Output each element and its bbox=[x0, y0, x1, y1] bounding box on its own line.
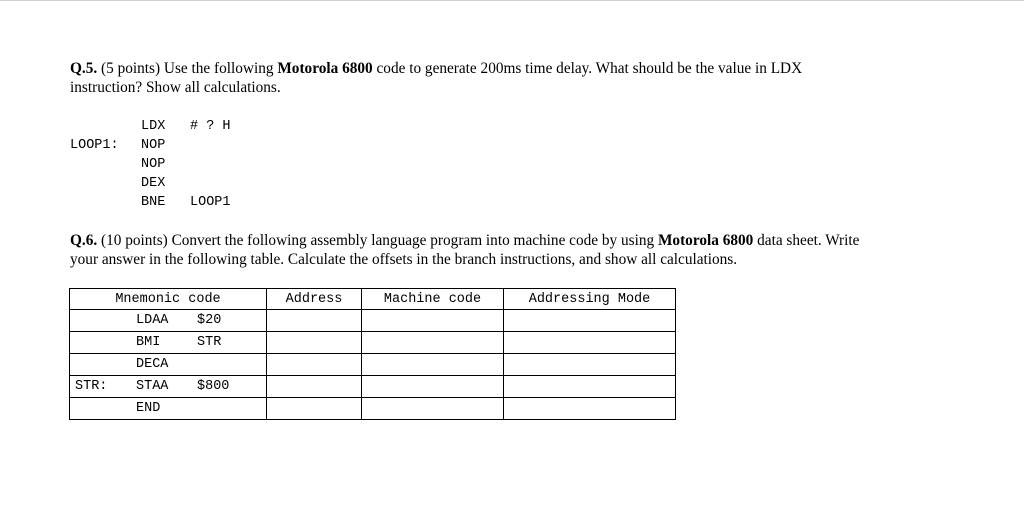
table-row bbox=[70, 376, 676, 398]
row-op: END bbox=[136, 401, 161, 416]
q5-question-line2: instruction? Show all calculations. bbox=[70, 79, 281, 96]
code-label: LOOP1: bbox=[70, 138, 119, 153]
q5-number: Q.5. bbox=[70, 60, 98, 77]
row-op: STAA bbox=[136, 379, 169, 394]
q6-points: (10 points) Convert the following assembly language program into machine code by using bbox=[101, 232, 655, 249]
mnemonic-cell bbox=[70, 376, 267, 398]
addressing-mode-cell[interactable] bbox=[504, 310, 676, 332]
top-divider bbox=[0, 0, 1024, 1]
mnemonic-cell bbox=[70, 310, 267, 332]
machine-code-cell[interactable] bbox=[362, 376, 504, 398]
machine-code-cell[interactable] bbox=[362, 354, 504, 376]
row-op: BMI bbox=[136, 335, 161, 350]
code-op: DEX bbox=[141, 176, 166, 191]
machine-code-cell[interactable] bbox=[362, 398, 504, 420]
table-row bbox=[70, 354, 676, 376]
q5-processor: Motorola 6800 bbox=[277, 60, 373, 77]
header-addressing-mode: Addressing Mode bbox=[504, 289, 676, 310]
q6-question-line2: your answer in the following table. Calculate the offsets in the branch instructions, and show all calculations. bbox=[70, 251, 738, 268]
mnemonic-cell bbox=[70, 354, 267, 376]
row-op: DECA bbox=[136, 357, 169, 372]
header-address: Address bbox=[267, 289, 362, 310]
table-row bbox=[70, 332, 676, 354]
header-machine-code: Machine code bbox=[362, 289, 504, 310]
table-row bbox=[70, 398, 676, 420]
row-arg: $800 bbox=[197, 379, 230, 394]
code-op: NOP bbox=[141, 138, 166, 153]
q6-processor: Motorola 6800 bbox=[657, 232, 754, 249]
q6-question-line1 bbox=[70, 231, 859, 250]
mnemonic-cell bbox=[70, 398, 267, 420]
address-cell[interactable] bbox=[267, 332, 362, 354]
row-arg: STR bbox=[197, 335, 222, 350]
addressing-mode-cell[interactable] bbox=[504, 332, 676, 354]
table-row bbox=[70, 310, 676, 332]
address-cell[interactable] bbox=[267, 398, 362, 420]
q5-text: code to generate 200ms time delay. What should be the value in LDX bbox=[376, 60, 803, 77]
q6-number: Q.6. bbox=[70, 232, 98, 249]
row-op: LDAA bbox=[136, 313, 169, 328]
address-cell[interactable] bbox=[267, 310, 362, 332]
answer-table bbox=[69, 288, 676, 420]
code-op: BNE bbox=[141, 195, 166, 210]
addressing-mode-cell[interactable] bbox=[504, 398, 676, 420]
addressing-mode-cell[interactable] bbox=[504, 354, 676, 376]
code-op: NOP bbox=[141, 157, 166, 172]
code-arg: # ? H bbox=[190, 119, 231, 134]
row-arg: $20 bbox=[197, 313, 222, 328]
q5-question-line1 bbox=[70, 59, 802, 78]
address-cell[interactable] bbox=[267, 376, 362, 398]
addressing-mode-cell[interactable] bbox=[504, 376, 676, 398]
row-label: STR: bbox=[75, 379, 108, 394]
code-op: LDX bbox=[141, 119, 166, 134]
machine-code-cell[interactable] bbox=[362, 310, 504, 332]
code-arg: LOOP1 bbox=[190, 195, 231, 210]
address-cell[interactable] bbox=[267, 354, 362, 376]
table-header-row bbox=[70, 289, 676, 310]
machine-code-cell[interactable] bbox=[362, 332, 504, 354]
q5-points: (5 points) Use the following bbox=[101, 60, 274, 77]
q6-text: data sheet. Write bbox=[757, 232, 860, 249]
header-mnemonic-code: Mnemonic code bbox=[70, 289, 267, 310]
mnemonic-cell bbox=[70, 332, 267, 354]
